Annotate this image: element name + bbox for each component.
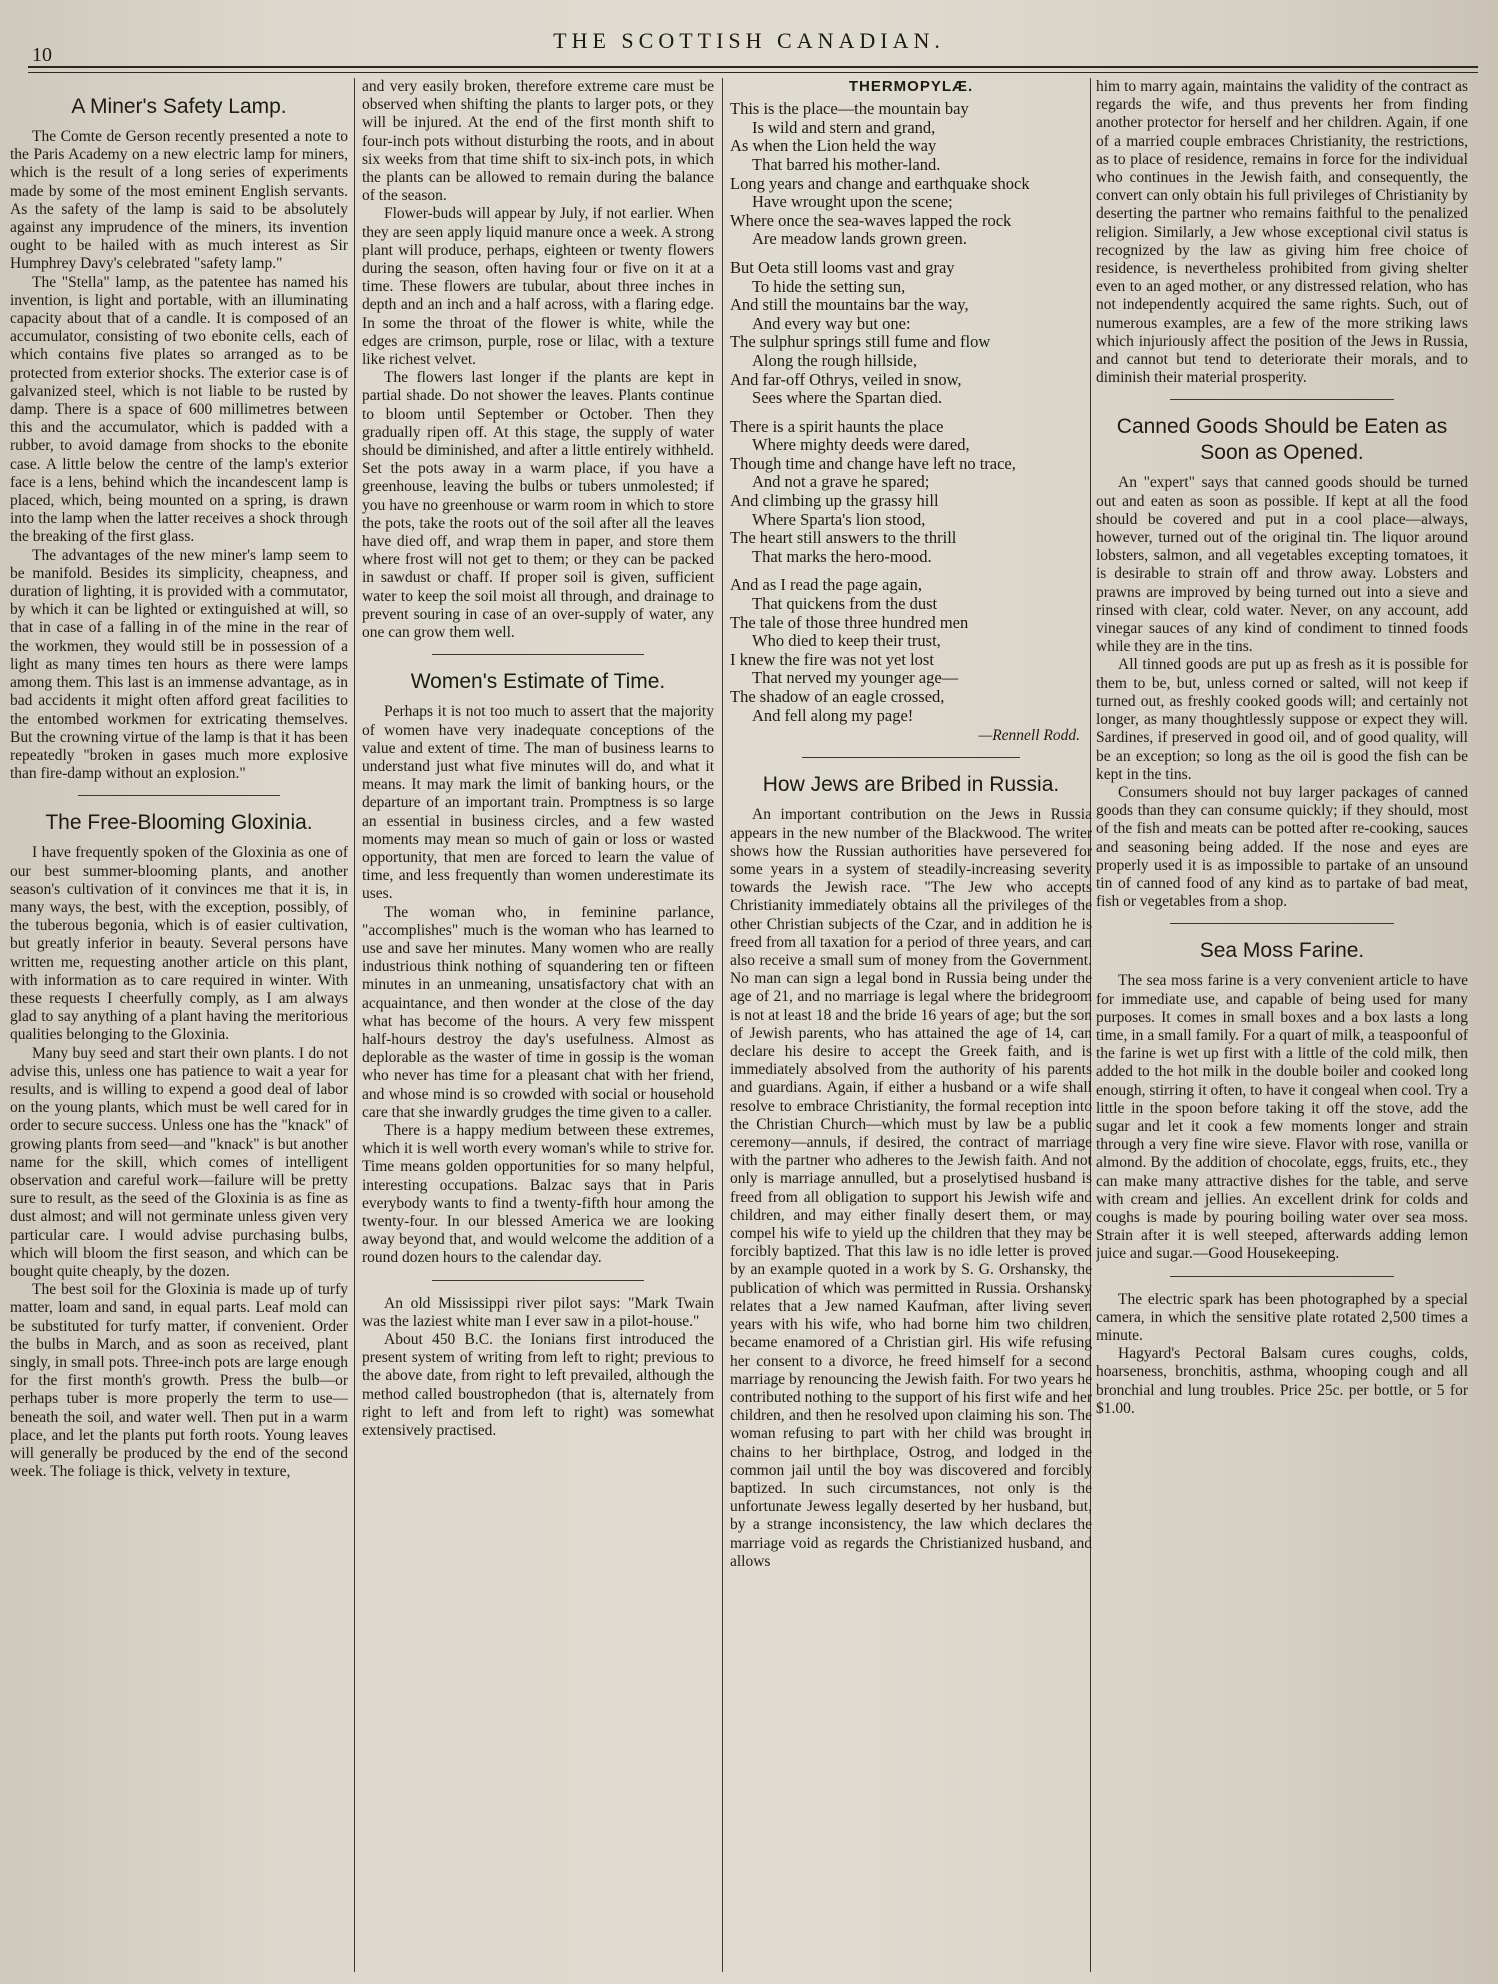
poem-line: Along the rough hillside, [752,350,917,370]
column-2 [362,78,714,1974]
poem-line: Have wrought upon the scene; [752,192,953,212]
article-separator [432,1280,643,1281]
article-paragraph: The "Stella" lamp, as the patentee has named his invention, is light and portable, with an illuminating capacity about that of a candle. It is composed of an accumulator, consisting of two ebonite cells, each of which contains five plates so arranged as to be protected from exterior shocks. The exterior case is of galvanized steel, which is not liable to be rusted by damp. There is a space of 600 millimetres between this and the accumulator, which is padded with a rubber, to avoid damage from shocks to the ebonite case. A little below the centre of the lamp's exterior face is a lens, behind which the incandescent lamp is placed, which, being mounted on a spring, is drawn into the lamp when the latter receives a shock through the breaking of the first glass. [10,273,348,546]
poem-line: Though time and change have left no trace, [730,453,1016,473]
column-4 [1096,78,1468,1974]
article-paragraph: The Comte de Gerson recently presented a note to the Paris Academy on a new electric lamp for miners, which is the result of a long series of experiments made by some of the most eminent English servants. As the safety of the lamp is said to be absolutely against any imprudence of the miners, its invention ought to be hailed with as much interest as Sir Humphrey Davy's celebrated "safety lamp." [10,128,348,273]
article-title-canned-goods: Canned Goods Should be Eaten as Soon as Opened. [1116,415,1448,465]
poem-line: The heart still answers to the thrill [730,528,957,548]
masthead-rule-thin [28,72,1478,73]
brief-item: Hagyard's Pectoral Balsam cures coughs, colds, hoarseness, bronchitis, asthma, whooping cough and all bronchial and lung troubles. Price 25c. per bottle, or 5 for $1.00. [1096,1345,1468,1417]
article-paragraph: The flowers last longer if the plants are kept in partial shade. Do not shower the leaves. Plants continue to bloom until September or October. Then they gradually ripen off. At this stage, the supply of water should be diminished, and after a little entirely withheld. Set the pots away in a warm place, if you have a greenhouse, leaving the bulbs or tubers unmolested; if you have no greenhouse or warm room in which to store the pots, take the roots out of the soil after all the leaves have died off, and wrap them in paper, and store them where frost will not get to them; or they can be packed in sawdust or chaff. If proper soil is given, sufficient water to keep the soil moist all through, and drainage to prevent souring in case of an over-supply of water, any one can grow them well. [362,369,714,642]
poem-line: This is the place—the mountain bay [730,99,969,119]
article-paragraph: The woman who, in feminine parlance, "accomplishes" much is the woman who has learned to use and save her minutes. Many women who are really industrious think nothing of squandering ten or fifteen minutes in an unmeaning, unsatisfactory chat with an acquaintance, and then wonder at the close of the day what has become of the hours. A very few misspent half-hours destroy the day's usefulness. Almost as deplorable as the waster of time in gossip is the woman who never has time for a pleasant chat with her friend, and whose mind is so crowded with social or household care that she inwardly grudges the time given to a caller. [362,903,714,1121]
poem-line: That marks the hero-mood. [752,546,932,566]
article-title-miners-lamp: A Miner's Safety Lamp. [71,95,287,118]
masthead [28,22,1470,66]
poem-line: I knew the fire was not yet lost [730,649,934,669]
poem-line: As when the Lion held the way [730,136,937,156]
article-paragraph: An important contribution on the Jews in Russia appears in the new number of the Blackwood. The writer shows how the Russian authorities have persevered for some years in a system of steadily-increasing severity towards the Jewish race. "The Jew who accepts Christianity immediately obtains all the privileges of the other Christian subjects of the Czar, and in addition he is freed from all taxation for a period of three years, and can also receive a small sum of money from the Government. No man can sign a legal bond in Russia being under the age of 21, and no marriage is legal where the bridegroom is not at least 18 and the bride 16 years of age; but the son of Jewish parents, who has attained the age of 14, can declare his desire to accept the Greek faith, and is immediately absolved from the authority of his parents and guardians. Again, if either a husband or a wife shall resolve to embrace Christianity, the formal reception into the Christian Church—which must by law be a public ceremony—annuls, if desired, the contract of marriage with the partner who adheres to the Jewish faith. And not only is marriage annulled, but a proselytised husband is freed from all obligation to support his Jewish wife and children, and may either finally desert them, or may compel his wife to yield up the children that they may be forcibly baptized. That this law is no idle letter is proved by an example quoted in a work by S. G. Orshansky, the publication of which was permitted in Russia. Orshansky relates that a Jew named Kaufman, after living seven years with his wife, who had borne him two children, became enamored of a Christian girl. His wife refusing her consent to a divorce, he freed himself for a second marriage by renouncing the Jewish faith. For two years he contributed nothing to the support of his first wife and her children, and then he resolved upon claiming his son. The woman refusing to part with her child was brought in chains to her birthplace, Ostrog, and lodged in the common jail until the boy was discovered and forcibly baptized. In such circumstances, not only is the unfortunate Jewess legally deserted by her husband, but, by a strange inconsistency, the law which declares the marriage void as regards the Christianized husband, and allows [730,806,1092,1570]
article-separator [432,654,643,655]
article-title-womens-time: Women's Estimate of Time. [410,670,666,694]
poem-line: Where Sparta's lion stood, [752,509,926,529]
article-separator [78,795,281,796]
poem-line: That nerved my younger age— [752,668,959,688]
article-separator [802,757,1019,758]
poem-line: And still the mountains bar the way, [730,295,969,315]
article-paragraph: All tinned goods are put up as fresh as it is possible for them to be, but, unless corned or salted, will not keep if turned out, as freshly cooked goods will; and certainly not longer, as many thoughtlessly suppose or expect they will. Sardines, if preserved in good oil, and of good quality, will be an exception; so long as the oil is good the fish can be kept in the tins. [1096,656,1468,783]
article-separator [1170,923,1393,924]
poem-line: Are meadow lands grown green. [752,229,967,249]
column-divider [354,78,355,1972]
poem-attribution: —Rennell Rodd. [978,727,1080,745]
brief-item: The electric spark has been photographed by a special camera, in which the sensitive plate rotated 2,500 times a minute. [1096,1290,1468,1344]
column-divider [722,78,723,1972]
poem-title: THERMOPYLÆ. [848,78,974,95]
poem-line: But Oeta still looms vast and gray [730,257,955,277]
poem-line: Sees where the Spartan died. [752,388,943,408]
poem-line: Who died to keep their trust, [752,631,941,651]
article-paragraph: and very easily broken, therefore extreme care must be observed when shifting the plants to larger pots, or they will be injured. At the end of the first month shift to four-inch pots without disturbing the roots, and in about six weeks from that time shift to six-inch pots, in which the plants can be allowed to remain during the balance of the season. [362,78,714,205]
article-title-gloxinia: The Free-Blooming Gloxinia. [45,811,313,835]
poem-line: That barred his mother-land. [752,154,941,174]
article-separator [1170,399,1393,400]
article-paragraph: I have frequently spoken of the Gloxinia as one of our best summer-blooming plants, and another season's cultivation of it convinces me that it is, in many ways, the best, with the exception, possibly, of the tuberous begonia, which is of easier cultivation, but greatly inferior in beauty. Several persons have written me, requesting another article on this plant, with information as to care required in winter. With these requests I cheerfully comply, as I am always glad to say anything of a plant having the meritorious qualities belonging to the Gloxinia. [10,844,348,1044]
brief-item: About 450 B.C. the Ionians first introduced the present system of writing from left to right; previous to the above date, from right to left prevailed, although the method called boustrophedon (that is, alternately from right to left and from left to right) was somewhat extensively practised. [362,1331,714,1440]
article-paragraph: The advantages of the new miner's lamp seem to be manifold. Besides its simplicity, cheapness, and duration of lighting, it is provided with a commutator, by which it can be lighted or extinguished at will, so that in case of a falling in of the mine in the rear of the workmen, they would still be in possession of a light as many times ten hours as there were lamps among them. This last is an immense advantage, as in bad accidents it might often afford great facilities to the entombed workmen for extricating themselves. But the crowning virtue of the lamp is that it has been repeatedly "broken in gases much more explosive than fire-damp without an explosion." [10,546,348,783]
poem-line: The shadow of an eagle crossed, [730,687,945,707]
article-paragraph: Perhaps it is not too much to assert that the majority of women have very inadequate conceptions of the value and extent of time. The man of business learns to understand just what five minutes will do, and what it means. It may mark the limit of banking hours, or the departure of an important train. Promptness is so large an essential in business circles, and a few wasted moments may mean so much of gain or loss or wasted opportunity, that men are forced to learn the value of time, and less frequently than women underestimate its uses. [362,703,714,903]
article-paragraph: The best soil for the Gloxinia is made up of turfy matter, loam and sand, in equal parts. Leaf mold can be substituted for turfy matter, if convenient. Order the bulbs in March, and as soon as received, plant singly, in small pots. Three-inch pots are large enough for the first month's growth. Press the bulb—or perhaps tuber is more properly the term to use—beneath the soil, and water well. Then put in a warm place, and let the plants put forth roots. Young leaves will generally be produced by the end of the second week. The foliage is thick, velvety in texture, [10,1281,348,1481]
article-title-sea-moss: Sea Moss Farine. [1199,939,1365,963]
article-title-jews-russia: How Jews are Bribed in Russia. [762,773,1060,797]
poem-line: The tale of those three hundred men [730,612,969,632]
article-paragraph: Consumers should not buy larger packages of canned goods than they can consume quickly; if they should, most of the fish and meats can be potted after re-cooking, sauces and seasoning being added. If the nose and eyes are properly used it is as impossible to partake of an unsound tin of canned food of any kind as to partake of bad meat, fish or vegetables from a shop. [1096,783,1468,911]
poem-line: And climbing up the grassy hill [730,491,939,511]
poem-line: Where mighty deeds were dared, [752,435,970,455]
poem-line: And as I read the page again, [730,575,922,595]
article-paragraph: Flower-buds will appear by July, if not earlier. When they are seen apply liquid manure once a week. A strong plant will produce, perhaps, eighteen or twenty flowers during the season, often having four or five on it at a time. These flowers are tubular, about three inches in depth and an inch and a half across, with a flaring edge. In some the throat of the flower is white, while the edges are crimson, purple, rose or lilac, with a texture like richest velvet. [362,205,714,369]
poem-line: That quickens from the dust [752,594,938,614]
article-paragraph: An "expert" says that canned goods should be turned out and eaten as soon as possible. If kept at all the food should be covered and put in a cool place—always, however, turned out of the original tin. The liquor around lobsters, salmon, and all vegetables excepting tomatoes, it is desirable to strain off and throw away. Lobsters and prawns are improved by being turned out into a sieve and rinsed with clear, cold water. Never, on any account, add vinegar sauces of any kind of condiment to tinned foods while they are in the tins. [1096,474,1468,656]
poem-line: And far-off Othrys, veiled in snow, [730,369,962,389]
page-number: 10 [32,44,52,66]
poem-line: And every way but one: [752,313,911,333]
poem [730,100,1092,725]
article-paragraph: Many buy seed and start their own plants. I do not advise this, unless one has patience to wait a year for results, and is willing to expend a good deal of labor on the young plants, which must be well cared for in order to secure success. Unless one has the "knack" of growing plants from seed—and "knack" is but another name for the skill, which comes of intelligent observation and careful work—failure will be pretty sure to result, as the seed of the Gloxinia is as fine as dust almost; and will not germinate unless given very particular care. I would advise purchasing bulbs, which will bloom the first season, and which can be bought quite cheaply, by the dozen. [10,1044,348,1280]
column-3 [730,78,1092,1974]
masthead-rule [28,66,1478,68]
article-paragraph: There is a happy medium between these extremes, which it is well worth every woman's while to strive for. Time means golden opportunities for so many helpful, interesting occupations. Balzac says that in Paris everybody wants to find a twenty-fifth hour among the twenty-four. In our blessed America we are looking away beyond that, and would welcome the addition of a round dozen hours to the calendar day. [362,1121,714,1267]
poem-line: And not a grave he spared; [752,472,930,492]
paper-title: THE SCOTTISH CANADIAN. [553,28,945,53]
article-separator [1170,1276,1393,1277]
poem-line: To hide the setting sun, [752,276,906,296]
article-paragraph: him to marry again, maintains the validity of the contract as regards the wife, and thus prevents her from finding another protector for herself and her children. Again, if one of a married couple embraces Christianity, the restrictions, as to place of residence, remains in force for the individual who continues in the Jewish faith, and consequently, the convert can only obtain his full privileges of Christianity by deserting the partner who remains faithful to the penalized religion. Similarly, a Jew whose exceptional civil status is recognized by the law as giving him free choice of residence, is nevertheless prohibited from giving shelter even to an aged mother, or any distressed relation, who has not independently acquired the same rights. Such, out of numerous examples, are a few of the more striking laws which injuriously affect the position of the Jews in Russia, and cannot but tend to deteriorate their morals, and to diminish their material prosperity. [1096,78,1468,387]
poem-line: The sulphur springs still fume and flow [730,332,991,352]
poem-line: And fell along my page! [752,705,914,725]
poem-line: Where once the sea-waves lapped the rock [730,210,1012,230]
column-1 [10,78,348,1974]
poem-line: Long years and change and earthquake shock [730,173,1030,193]
brief-item: An old Mississippi river pilot says: "Mark Twain was the laziest white man I ever saw in a pilot-house." [362,1294,714,1330]
article-paragraph: The sea moss farine is a very convenient article to have for immediate use, and capable of being used for many purposes. It comes in small boxes and a box lasts a long time, in a small family. For a quart of milk, a teaspoonful of the farine is wet up first with a little of the cold milk, then added to the hot milk in the double boiler and cooked long enough, stirring it often, to have it congeal when cool. Try a little in the spoon before taking it off the stove, add the sugar and let it cook a few moments longer and strain through a very fine wire sieve. Flavor with rose, vanilla or almond. By the addition of chocolate, eggs, fruits, etc., they can make many attractive dishes for the table, and serve with cream and jellies. An excellent drink for colds and coughs is made by pouring boiling water over sea moss. Strain after it is well steeped, afterwards adding lemon juice and sugar.—Good Housekeeping. [1096,972,1468,1263]
poem-line: There is a spirit haunts the place [730,416,944,436]
poem-line: Is wild and stern and grand, [752,117,936,137]
